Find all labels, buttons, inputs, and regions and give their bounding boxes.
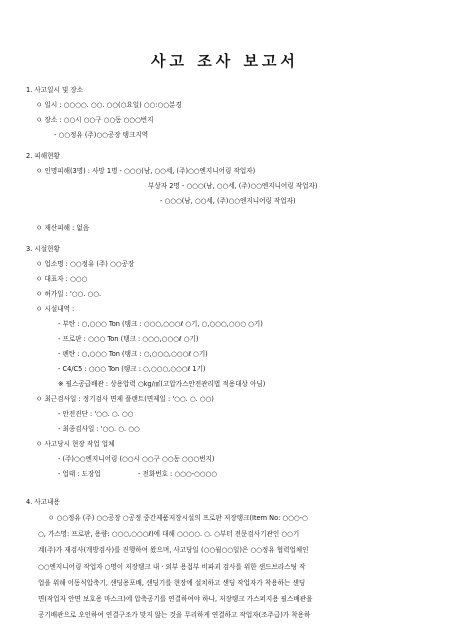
ceo-name: ㅇ 대표자 : ○○○ xyxy=(36,275,88,283)
injury-line-2: 부상자 2명 - ○○○(남, ○○세, (주)○○엔지니어링 작업자) xyxy=(148,182,318,190)
facility-pentane: - 펜탄 : ○,○○○ Ton (탱크 : ○,○○○,○○○ℓ ○기) xyxy=(58,350,208,358)
contractor-heading: ㅇ 사고당시 현장 작업 업체 xyxy=(36,440,115,448)
recent-inspection: ㅇ 최근검사일 : 정기검사 면제 플랜트(면제일 : '○○. ○. ○○) xyxy=(36,395,214,403)
section-3-heading: 3. 시설현황 xyxy=(26,245,60,253)
property-damage: ㅇ 재산피해 : 없음 xyxy=(36,224,90,232)
injury-line-3: - ○○○(남, ○○세, (주)○○엔지니어링 작업자) xyxy=(160,197,296,205)
contractor-business: - 업태 : 도장업 xyxy=(58,470,101,478)
accident-description xyxy=(38,510,430,623)
contractor-phone: - 전화번호 : ○○○-○○○○ xyxy=(138,470,218,478)
accident-place: ㅇ 장소 : ○○시 ○○구 ○○동 ○○○번지 xyxy=(36,116,154,124)
facility-note: ※ 필스공급배관 : 상용압력 ○kg/㎠(고압가스안전관리법 적용대상 아님) xyxy=(58,380,266,388)
facility-heading: ㅇ 시설내역 : xyxy=(36,305,75,313)
accident-datetime: ㅇ 일시 : ○○○○. ○○. ○○(○요일) ○○:○○분경 xyxy=(36,101,182,109)
description-line: 면(작업자 안면 보호용 마스크)에 압축공기를 연결하여야 하나, 저장탱크 가스퍼지용 필스배관을 xyxy=(38,595,313,604)
section-2-heading: 2. 피해현황 xyxy=(26,152,60,160)
page-title: 사고 조사 보고서 xyxy=(151,52,299,70)
description-line: ○○엔지니어링 작업자 ○명이 저장탱크 내 · 외부 용접부 비파괴 검사를 위한 샌드브라스팅 작 xyxy=(38,562,306,571)
section-4-heading: 4. 사고내용 xyxy=(26,498,60,506)
injury-line-1: ㅇ 인명피해(3명) : 사망 1명 - ○○○(남, ○○세, (주)○○엔지니어링 작업자) xyxy=(36,167,256,175)
description-line: 계(주)가 재검사(개방검사)를 진행하여 왔으며, 사고당일 (○○월○○일)은 ○○정유 협력업체인 xyxy=(38,546,309,555)
description-line: 공기배관으로 오인하여 연결구조가 맞지 않는 것을 무리하게 연결하고 작업자(조주급)가 착용하 xyxy=(38,611,311,620)
facility-butane: - 부탄 : ○,○○○ Ton (탱크 : ○○○,○○○ℓ ○기, ○,○○○,○○○ ○기) xyxy=(58,320,263,328)
description-line: ㅇ ○○정유 (주) ○○공장 ○공정 중간제품저장시설의 프로판 저장탱크(Item No: ○○○-○ xyxy=(48,514,308,522)
accident-place-detail: - ○○정유 (주)○○공장 탱크지역 xyxy=(54,131,149,139)
safety-check-date: - 안전진단 : '○○. ○. ○○ xyxy=(58,410,134,418)
contractor-name: - (주)○○엔지니어링 (○○시 ○○구 ○○동 ○○○번지) xyxy=(58,455,215,463)
facility-c4c5: - C4/C5 : ○○○ Ton (탱크 : ○,○○○,○○○ℓ 1기) xyxy=(58,365,206,373)
facility-propane: - 프로판 : ○○○ Ton (탱크 : ○○○,○○○ℓ ○기) xyxy=(58,335,199,343)
description-line: ○, 가스명: 프로판, 용량: ○○○,○○○ℓ)에 대해 ○○○○. ○. ○부터 전문검사기관인 ○○기 xyxy=(38,530,300,539)
permit-date: ㅇ 허가일 : '○○. ○○. xyxy=(36,290,102,298)
final-check-date: - 최종검사일 : '○○. ○. ○○ xyxy=(58,425,140,433)
section-1-heading: 1. 사고일시 및 장소 xyxy=(26,86,84,94)
company-name: ㅇ 업소명 : ○○정유 (주) ○○공장 xyxy=(36,260,135,268)
description-line: 업을 위해 이동식압축기, 샌딩용포배, 샌딩기를 현장에 설치하고 샌딩 작업자가 착용하는 샌딩 xyxy=(38,578,306,587)
